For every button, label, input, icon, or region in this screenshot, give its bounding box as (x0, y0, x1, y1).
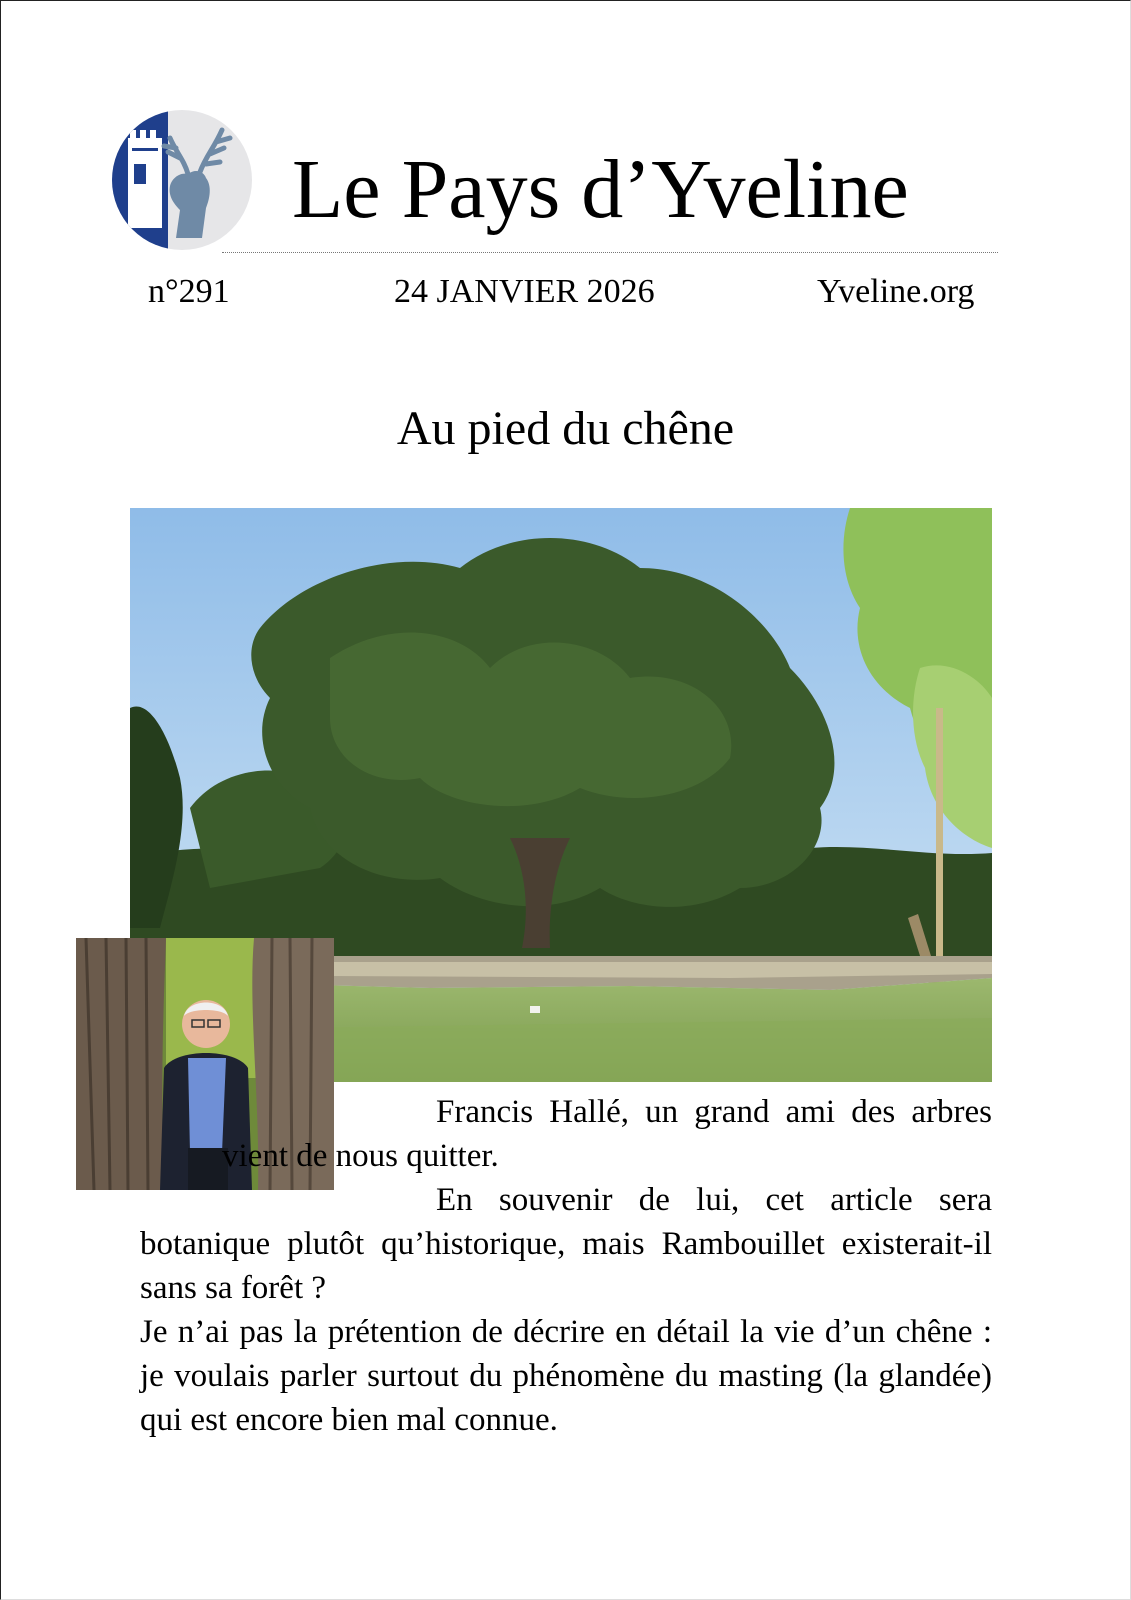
article-body (140, 1090, 992, 1442)
website-link[interactable]: Yveline.org (817, 273, 975, 310)
issue-date: 24 JANVIER 2026 (394, 273, 655, 310)
paragraph-1 (140, 1090, 992, 1178)
logo (110, 108, 254, 252)
paragraph-2-text: En souvenir de lui, cet article sera botanique plutôt qu’historique, mais Rambouillet existerait-il sans sa forêt ? (140, 1182, 992, 1306)
paragraph-2 (140, 1178, 992, 1310)
article-title: Au pied du chêne (396, 402, 735, 455)
paragraph-3 (140, 1310, 992, 1442)
paragraph-1-text: Francis Hallé, un grand ami des arbres vient de nous quitter. (222, 1094, 992, 1174)
masthead-divider (222, 252, 998, 253)
masthead-title: Le Pays d’Yveline (292, 143, 909, 236)
issue-number: n°291 (148, 273, 230, 310)
paragraph-3-text: Je n’ai pas la prétention de décrire en détail la vie d’un chêne : je voulais parler surtout du phénomène du masting (la glandée) qui est encore bien mal connue. (140, 1314, 992, 1438)
image-wrap-spacer (0, 1090, 222, 1200)
